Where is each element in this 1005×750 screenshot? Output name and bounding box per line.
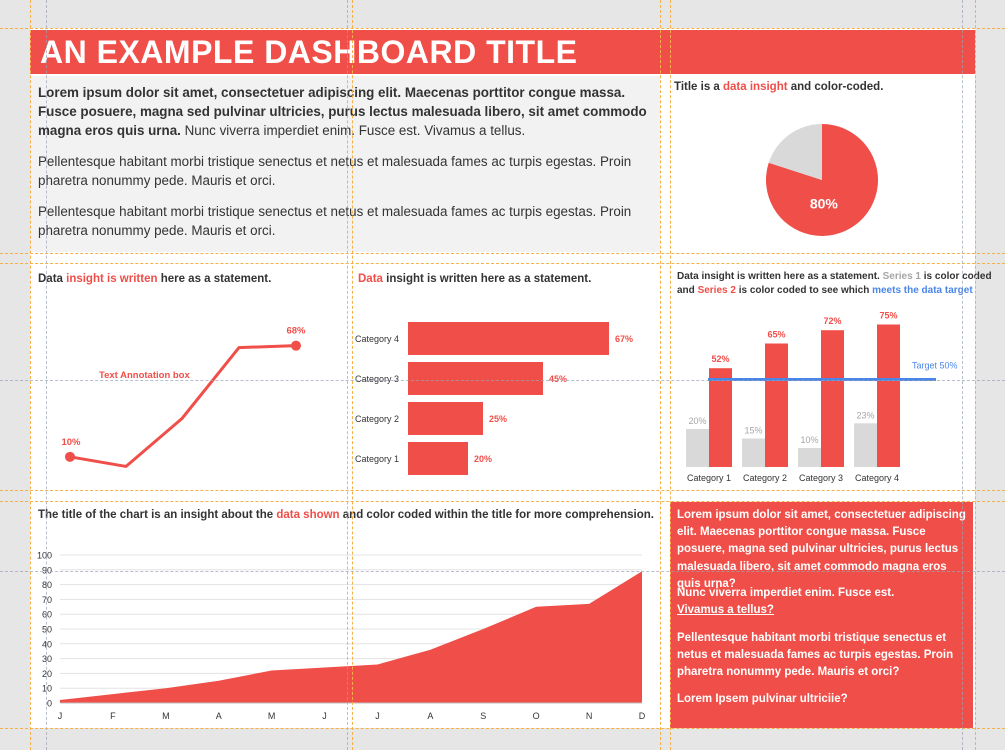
area-y-tick-label: 10 — [41, 683, 52, 694]
column-data-label-series2: 75% — [879, 310, 898, 321]
area-title-part: and color coded within the title for more comprehension. — [339, 509, 654, 521]
column-data-label-series1: 10% — [800, 435, 819, 445]
col-title-part: is color coded — [921, 271, 992, 282]
area-x-tick-label: A — [427, 711, 434, 721]
intro-panel — [30, 76, 660, 252]
area-y-tick-label: 40 — [41, 639, 52, 650]
hbar-category-label: Category 4 — [354, 334, 399, 344]
area-y-tick-label: 50 — [41, 624, 52, 635]
column-data-label-series2: 52% — [711, 354, 730, 365]
area-x-tick-label: O — [532, 711, 540, 721]
hbar-data-label: 45% — [549, 374, 568, 384]
insight-q1-text: Lorem ipsum dolor sit amet, consectetuer adipiscing elit. Maecenas porttitor congue massa. Fusce posuere, magna sed pulvinar ultricies, purus lectus malesuada libero, sit amet commodo magna eros quis urna? — [677, 509, 966, 590]
intro-bold-text: Lorem ipsum dolor sit amet, consectetuer adipiscing elit. Maecenas porttitor congue massa. Fusce posuere, magna sed pulvinar ultricies, purus lectus malesuada libero, sit amet commodo magna eros quis urna. — [38, 85, 647, 138]
column-bar-series1 — [742, 439, 765, 468]
col-title-part: is color coded to see which — [735, 285, 873, 296]
column-bar-series2 — [709, 368, 732, 467]
area-x-tick-label: M — [162, 711, 170, 721]
pie-slice-label: 80% — [809, 195, 838, 212]
column-bar-series1 — [854, 423, 877, 467]
guide-line — [0, 728, 1005, 729]
column-data-label-series1: 20% — [688, 416, 707, 426]
line-chart — [32, 300, 332, 490]
column-category-label: Category 2 — [742, 473, 788, 483]
line-title-part: here as a statement. — [157, 273, 272, 285]
area-x-tick-label: J — [57, 711, 63, 721]
area-x-tick-label: J — [375, 711, 380, 721]
hbar-chart — [350, 310, 650, 485]
title-bar — [30, 30, 975, 74]
area-y-tick-label: 30 — [41, 654, 52, 665]
area-x-tick-label: S — [480, 711, 487, 721]
area-x-tick-label: D — [638, 711, 646, 721]
area-x-tick-label: J — [322, 711, 327, 721]
pie-title-part: Title is a — [674, 81, 724, 93]
area-y-tick-label: 70 — [41, 594, 52, 605]
hbar-bar — [408, 442, 468, 475]
column-bar-series1 — [798, 448, 821, 467]
hbar-data-label: 20% — [474, 454, 493, 464]
guide-line — [975, 0, 976, 750]
pie-title-part: and color-coded. — [787, 81, 884, 93]
intro-paragraph-3: Pellentesque habitant morbi tristique senectus et netus et malesuada fames ac turpis egestas. Proin pharetra nonummy pede. Mauris et orci. — [38, 204, 632, 238]
area-y-tick-label: 80 — [41, 580, 52, 591]
area-title-highlight: data shown — [276, 509, 340, 521]
column-chart — [672, 305, 972, 490]
pie-chart — [760, 118, 884, 242]
hbar-chart-title — [358, 273, 591, 285]
area-y-tick-label: 60 — [41, 609, 52, 620]
line-chart-title — [38, 273, 271, 285]
area-y-tick-label: 0 — [46, 698, 52, 709]
area-y-tick-label: 100 — [36, 550, 52, 561]
col-title-series1: Series 1 — [882, 271, 921, 282]
area-x-tick-label: A — [215, 711, 222, 721]
line-data-label: 68% — [286, 325, 306, 337]
insight-question-1 — [677, 507, 969, 593]
hbar-title-part: insight is written here as a statement. — [382, 273, 592, 285]
intro-regular-text: Nunc viverra imperdiet enim. Fusce est. Vivamus a tellus. — [180, 123, 526, 138]
line-data-label: 10% — [61, 436, 81, 448]
column-data-label-series2: 72% — [823, 316, 842, 327]
column-category-label: Category 4 — [854, 473, 900, 483]
col-title-series2: Series 2 — [697, 285, 736, 296]
insight-box — [670, 502, 973, 728]
intro-paragraph-1 — [38, 83, 650, 140]
target-label: Target 50% — [912, 360, 958, 371]
area-y-tick-label: 90 — [41, 565, 52, 576]
pie-title-highlight: data insight — [723, 81, 788, 93]
line-title-highlight: insight is written — [66, 273, 158, 285]
pie-chart-title — [674, 81, 883, 93]
area-chart-title — [38, 509, 654, 521]
intro-paragraph-2: Pellentesque habitant morbi tristique senectus et netus et malesuada fames ac turpis egestas. Proin pharetra nonummy pede. Mauris et orci. — [38, 154, 632, 188]
area-x-tick-label: F — [110, 711, 116, 721]
hbar-category-label: Category 1 — [354, 454, 399, 464]
hbar-category-label: Category 2 — [354, 414, 399, 424]
column-chart-title — [677, 270, 992, 298]
insight-question-3: Pellentesque habitant morbi tristique senectus et netus et malesuada fames ac turpis egestas. Proin pharetra nonummy pede. Mauris et orci? — [677, 632, 954, 679]
column-data-label-series1: 23% — [856, 410, 875, 421]
column-data-label-series2: 65% — [767, 329, 786, 340]
column-data-label-series1: 15% — [744, 425, 763, 436]
hbar-data-label: 25% — [489, 414, 508, 424]
line-point — [291, 341, 301, 351]
hbar-bar — [408, 322, 609, 355]
hbar-bar — [408, 402, 483, 435]
area-title-part: The title of the chart is an insight about the — [38, 509, 277, 521]
insight-q2-text: Nunc viverra imperdiet enim. Fusce est. — [677, 587, 895, 599]
column-bar-series2 — [877, 325, 900, 468]
col-title-target: meets the data target — [872, 285, 973, 296]
insight-q2-underlined: Vivamus a tellus? — [677, 604, 774, 617]
column-category-label: Category 1 — [686, 473, 732, 483]
line-title-part: Data — [38, 273, 67, 285]
area-x-tick-label: M — [267, 711, 276, 721]
insight-question-2 — [677, 585, 969, 619]
hbar-title-highlight: Data — [358, 273, 383, 285]
hbar-category-label: Category 3 — [354, 374, 399, 384]
insight-question-4: Lorem Ipsem pulvinar ultriciie? — [677, 693, 848, 705]
line-point — [65, 452, 75, 462]
column-category-label: Category 3 — [798, 473, 844, 483]
dashboard-title: AN EXAMPLE DASHBOARD TITLE — [40, 34, 578, 70]
hbar-bar — [408, 362, 543, 395]
area-x-tick-label: N — [585, 711, 593, 721]
col-title-part: Data insight is written here as a statement. — [677, 271, 883, 282]
column-bar-series2 — [821, 330, 844, 467]
line-annotation: Text Annotation box — [99, 370, 190, 381]
line-series — [70, 346, 296, 467]
area-series — [60, 571, 642, 703]
area-y-tick-label: 20 — [41, 668, 52, 679]
column-bar-series2 — [765, 344, 788, 468]
column-bar-series1 — [686, 429, 709, 467]
hbar-data-label: 67% — [615, 334, 634, 344]
col-title-part: and — [677, 285, 698, 296]
area-chart — [32, 545, 654, 725]
